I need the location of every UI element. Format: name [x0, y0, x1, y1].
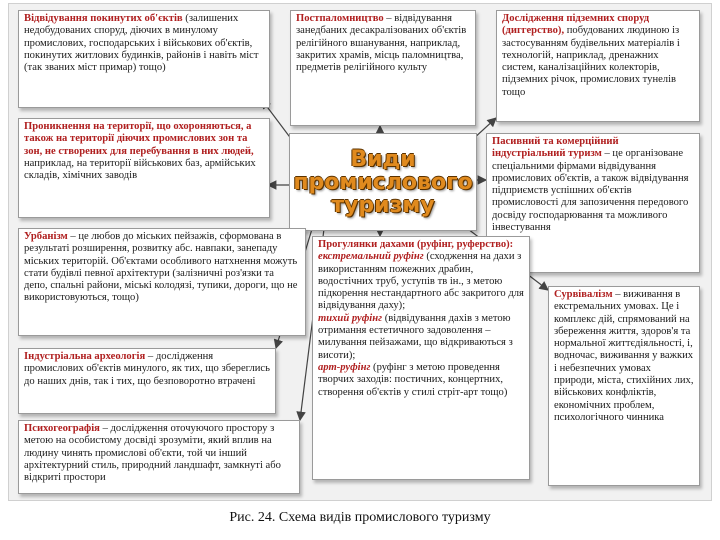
box-title: Проникнення на території, що охороняються, а також на території діючих промислових зон та зон, не створених для перебування в них людей, [24, 121, 254, 157]
roofing-type-extreme: екстремальний руфінг [318, 251, 424, 263]
box-title: Індустріальна археологія [24, 351, 146, 362]
box-text: – виживання в екстремальних умовах. Це і комплекс дій, спрямований на збереження життя, здоров'я та нормальної життєдіяльності, і, водночас, виживання у важких і небезпечних умовах природи, міста, стихійних лих, військових конфліктів, економічних проблем, психологічного чинника [554, 289, 694, 423]
roofing-type-quiet: тихий руфінг [318, 312, 383, 324]
box-urbanism [18, 228, 306, 336]
box-abandoned-objects [18, 10, 270, 108]
box-title: Сурвівалізм [554, 289, 613, 300]
figure-caption: Рис. 24. Схема видів промислового туризму [229, 510, 491, 525]
center-title-line-2: промислового [293, 169, 473, 195]
center-title-line-3: туризму [331, 192, 435, 218]
box-text: – відвідування занедбаних десакралізованих об'єктів релігійного вшанування, наприклад, закритих храмів, місць паломництва, предметів релігійного культу [296, 13, 467, 74]
box-title: Урбанізм [24, 231, 68, 242]
roofing-text-art: (руфінг з метою проведення творчих заходів: постичних, концертних, створення об'єктів у стилі стріт-арт тощо) [318, 361, 508, 398]
box-title: Дослідження підземних споруд (диггерство), [502, 13, 650, 37]
box-text: наприклад, на території військових баз, армійських складів, хімічних заводів [24, 157, 256, 182]
box-underground-digging [496, 10, 700, 122]
box-territory-penetration [18, 118, 270, 218]
roofing-type-art: арт-руфінг [318, 361, 371, 373]
box-text: побудованих людиною із застосуванням будівельних матеріалів і технологій, наприклад, дренажних систем, каналізаційних колекторів, підземних річок, промислових тунелів тощо [502, 25, 680, 98]
box-text: – дослідження промислових об'єктів минулого, як тих, що збереглись до наших днів, так і тих, що безповоротно втрачені [24, 351, 270, 387]
box-title: Пасивний та комерційний індустріальний туризм [492, 136, 619, 160]
box-post-pilgrimage [290, 10, 476, 126]
box-psychogeography [18, 420, 300, 494]
box-text: – це любов до міських пейзажів, сформована в результаті розширення, розвитку абс. навпаки, занепаду міських територій. Об'єктами особливого натхнення можуть стати будівлі певної архітектури (залізничні роз'язки та депо, спальні райони, міські колодязі, тупики, дороги, що не використовуються, тощо) [24, 231, 298, 304]
box-industrial-archaeology [18, 348, 276, 414]
roofing-text-extreme: (сходження на дахи з використанням пожежних драбин, водостічних труб, уступів тв ін., з метою підкорення нестандартного абс закритого для відвідування даху); [318, 251, 524, 312]
roofing-text-quiet: (відвідування дахів з метою отримання естетичного задоволення – милування пейзажами, що відкриваються з висоти); [318, 312, 513, 361]
box-title: Постпаломництво [296, 13, 384, 24]
box-text: – це організоване спеціальними фірмами відвідування промислових об'єктів, а також відвідування підприємств успішних об'єктів промисловості для запозичення передового досвіду господарювання та можливого інвестування [492, 148, 689, 234]
box-title: Відвідування покинутих об'єктів [24, 13, 183, 24]
box-text: (залишених недобудованих споруд, діючих в минулому промислових, господарських і військових об'єктів, покинутих житлових будинків, районів і навіть міст (так званих міст примар) тощо) [24, 13, 259, 74]
center-title-line-1: Види [350, 146, 416, 172]
box-text: – дослідження оточуючого простору з метою на особистому досвіді зрозуміти, який вплив на людину чинять промислові об'єкти, той чи інший архітектурний стиль, природний ландшафт, замкнуті або відкриті простори [24, 423, 281, 484]
box-roofing [312, 236, 530, 480]
box-survivalism [548, 286, 700, 486]
center-title-box [289, 133, 477, 231]
box-title: Прогулянки дахами (руфінг, руферство): [318, 239, 514, 250]
box-title: Психогеографія [24, 423, 100, 434]
